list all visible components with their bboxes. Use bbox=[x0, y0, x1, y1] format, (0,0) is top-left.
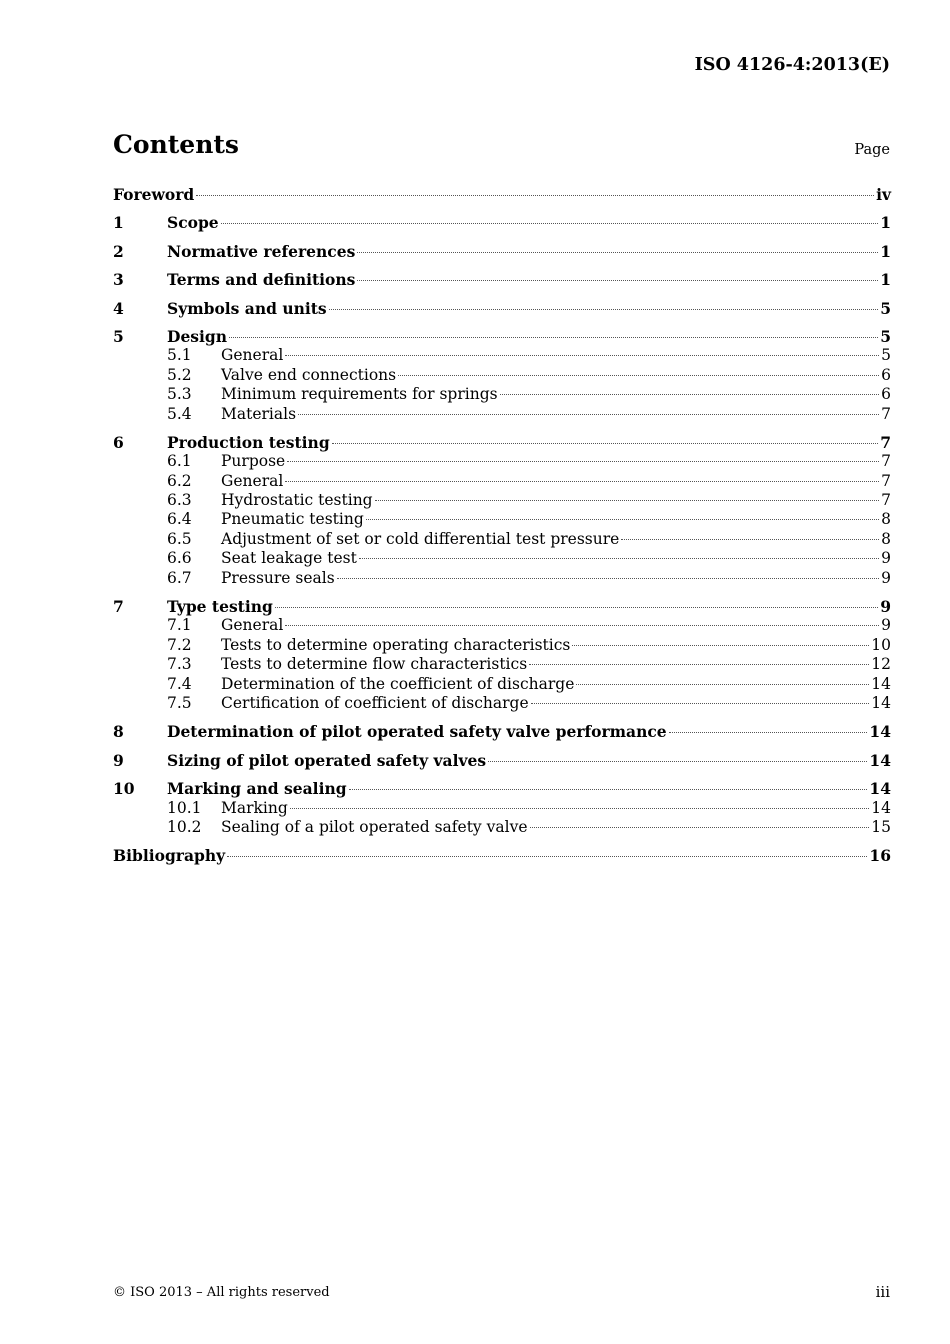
toc-entry[interactable] bbox=[113, 270, 891, 289]
toc-entry-number: 10.1 bbox=[167, 798, 202, 817]
toc-entry-number: 1 bbox=[113, 213, 124, 233]
toc-entry-page: 1 bbox=[880, 241, 891, 261]
toc-entry-number: 6 bbox=[113, 432, 124, 452]
toc-entry[interactable] bbox=[113, 385, 891, 404]
toc-entry-title: Determination of pilot operated safety valve performance bbox=[167, 722, 667, 742]
dot-leader bbox=[285, 625, 879, 626]
toc-entry-page: 5 bbox=[881, 346, 891, 365]
page-column-label: Page bbox=[854, 142, 890, 158]
toc-entry-page: 10 bbox=[871, 635, 891, 654]
toc-entry-title: Design bbox=[167, 326, 228, 346]
toc-entry-title: General bbox=[221, 471, 284, 490]
toc-entry-number: 6.5 bbox=[167, 529, 192, 548]
toc-entry[interactable] bbox=[113, 405, 891, 424]
toc-entry-page: 5 bbox=[880, 326, 891, 346]
toc-entry-title: Sealing of a pilot operated safety valve bbox=[221, 817, 528, 836]
toc-entry-title: Determination of the coefficient of discharge bbox=[221, 674, 575, 693]
dot-leader bbox=[621, 539, 879, 540]
toc-entry-title: Seat leakage test bbox=[221, 549, 357, 568]
toc-entry-number: 7.3 bbox=[167, 655, 192, 674]
dot-leader bbox=[572, 645, 869, 646]
toc-entry-title: Production testing bbox=[167, 432, 330, 452]
toc-entry-number: 7.5 bbox=[167, 693, 192, 712]
toc-entry-title: Purpose bbox=[221, 452, 286, 471]
dot-leader bbox=[349, 789, 868, 790]
toc-entry-title: Type testing bbox=[167, 597, 273, 617]
toc-entry-page: 14 bbox=[871, 798, 891, 817]
toc-entry-number: 6.4 bbox=[167, 510, 192, 529]
toc-entry-number: 10 bbox=[113, 779, 135, 799]
toc-entry-page: 14 bbox=[869, 722, 891, 742]
dot-leader bbox=[529, 664, 869, 665]
toc-entry-number: 6.6 bbox=[167, 549, 192, 568]
dot-leader bbox=[359, 558, 879, 559]
footer-copyright: © ISO 2013 – All rights reserved bbox=[113, 1285, 330, 1300]
toc-entry-title: Symbols and units bbox=[167, 298, 327, 318]
toc-entry[interactable] bbox=[113, 846, 891, 865]
toc-entry-title: Materials bbox=[221, 404, 297, 423]
dot-leader bbox=[337, 578, 879, 579]
toc-entry-page: 8 bbox=[881, 510, 891, 529]
toc-entry-title: Pneumatic testing bbox=[221, 510, 364, 529]
toc-entry[interactable] bbox=[113, 327, 891, 346]
toc-entry-title: Minimum requirements for springs bbox=[221, 385, 498, 404]
toc-entry[interactable] bbox=[113, 213, 891, 232]
toc-entry[interactable] bbox=[113, 779, 891, 798]
toc-entry-page: 15 bbox=[871, 817, 891, 836]
toc-entry-title: General bbox=[221, 346, 284, 365]
dot-leader bbox=[500, 394, 880, 395]
dot-leader bbox=[357, 280, 878, 281]
toc-entry-page: 14 bbox=[869, 779, 891, 799]
dot-leader bbox=[285, 481, 879, 482]
toc-entry-page: 7 bbox=[881, 491, 891, 510]
toc-entry[interactable] bbox=[113, 530, 891, 549]
toc-entry-number: 7.4 bbox=[167, 674, 192, 693]
toc-entry-title: Terms and definitions bbox=[167, 270, 356, 290]
toc-entry-page: 9 bbox=[881, 616, 891, 635]
toc-entry[interactable] bbox=[113, 346, 891, 365]
toc-entry-title: Pressure seals bbox=[221, 568, 335, 587]
dot-leader bbox=[530, 827, 870, 828]
toc-entry-page: 7 bbox=[881, 404, 891, 423]
dot-leader bbox=[298, 414, 879, 415]
toc-entry[interactable] bbox=[113, 616, 891, 635]
dot-leader bbox=[375, 500, 880, 501]
toc-entry-page: 16 bbox=[869, 846, 891, 866]
toc-entry[interactable] bbox=[113, 433, 891, 452]
toc-entry-number: 5.3 bbox=[167, 385, 192, 404]
toc-entry-title: General bbox=[221, 616, 284, 635]
toc-entry[interactable] bbox=[113, 452, 891, 471]
dot-leader bbox=[531, 703, 870, 704]
toc-entry-page: 6 bbox=[881, 385, 891, 404]
toc-entry-title: Normative references bbox=[167, 241, 356, 261]
toc-entry-page: 9 bbox=[880, 597, 891, 617]
dot-leader bbox=[332, 443, 879, 444]
table-of-contents bbox=[113, 185, 891, 866]
dot-leader bbox=[576, 684, 869, 685]
toc-entry[interactable] bbox=[113, 636, 891, 655]
toc-entry[interactable] bbox=[113, 694, 891, 713]
toc-entry[interactable] bbox=[113, 242, 891, 261]
toc-entry-page: 12 bbox=[871, 655, 891, 674]
toc-entry[interactable] bbox=[113, 799, 891, 818]
dot-leader bbox=[285, 355, 879, 356]
toc-entry-page: 7 bbox=[880, 432, 891, 452]
dot-leader bbox=[366, 519, 879, 520]
toc-entry-number: 7 bbox=[113, 597, 124, 617]
toc-entry-number: 5 bbox=[113, 326, 124, 346]
toc-entry-number: 7.1 bbox=[167, 616, 192, 635]
dot-leader bbox=[357, 252, 878, 253]
dot-leader bbox=[669, 732, 868, 733]
toc-entry-page: 9 bbox=[881, 568, 891, 587]
toc-entry-title: Tests to determine operating characteristics bbox=[221, 635, 571, 654]
toc-entry-page: iv bbox=[876, 185, 891, 204]
toc-entry[interactable] bbox=[113, 675, 891, 694]
toc-entry-number: 3 bbox=[113, 270, 124, 290]
dot-leader bbox=[229, 337, 878, 338]
toc-entry-number: 6.3 bbox=[167, 491, 192, 510]
contents-title: Contents bbox=[113, 130, 240, 159]
toc-entry-number: 6.2 bbox=[167, 471, 192, 490]
dot-leader bbox=[287, 461, 879, 462]
toc-entry-number: 5.1 bbox=[167, 346, 192, 365]
toc-entry[interactable] bbox=[113, 549, 891, 568]
dot-leader bbox=[488, 761, 867, 762]
toc-entry[interactable] bbox=[113, 722, 891, 741]
toc-entry-page: 7 bbox=[881, 452, 891, 471]
toc-entry-title: Marking and sealing bbox=[167, 779, 347, 799]
toc-entry-page: 9 bbox=[881, 549, 891, 568]
document-id: ISO 4126-4:2013(E) bbox=[694, 55, 890, 75]
toc-entry-page: 1 bbox=[880, 270, 891, 290]
toc-entry-page: 14 bbox=[871, 674, 891, 693]
toc-entry-number: 5.4 bbox=[167, 404, 192, 423]
dot-leader bbox=[221, 223, 879, 224]
toc-entry-title: Sizing of pilot operated safety valves bbox=[167, 750, 487, 770]
toc-entry-page: 14 bbox=[869, 750, 891, 770]
toc-entry-number: 9 bbox=[113, 750, 124, 770]
toc-entry-number: 10.2 bbox=[167, 817, 202, 836]
toc-entry-number: 8 bbox=[113, 722, 124, 742]
toc-entry-title: Foreword bbox=[113, 185, 195, 204]
toc-entry-title: Scope bbox=[167, 213, 219, 233]
toc-entry-page: 7 bbox=[881, 471, 891, 490]
dot-leader bbox=[290, 808, 869, 809]
dot-leader bbox=[329, 309, 879, 310]
toc-entry[interactable] bbox=[113, 491, 891, 510]
toc-entry-title: Certification of coefficient of discharge bbox=[221, 693, 529, 712]
dot-leader bbox=[275, 607, 878, 608]
toc-entry-number: 6.1 bbox=[167, 452, 192, 471]
toc-entry-number: 7.2 bbox=[167, 635, 192, 654]
toc-entry-page: 1 bbox=[880, 213, 891, 233]
toc-entry[interactable] bbox=[113, 299, 891, 318]
toc-entry-number: 5.2 bbox=[167, 365, 192, 384]
dot-leader bbox=[227, 856, 867, 857]
toc-entry-title: Tests to determine flow characteristics bbox=[221, 655, 528, 674]
toc-entry[interactable] bbox=[113, 569, 891, 588]
footer-page-number: iii bbox=[875, 1283, 890, 1301]
dot-leader bbox=[398, 375, 879, 376]
toc-entry[interactable] bbox=[113, 751, 891, 770]
toc-entry-page: 8 bbox=[881, 529, 891, 548]
toc-entry-title: Valve end connections bbox=[221, 365, 397, 384]
toc-entry[interactable] bbox=[113, 510, 891, 529]
toc-entry-page: 6 bbox=[881, 365, 891, 384]
toc-entry-page: 14 bbox=[871, 693, 891, 712]
toc-entry-number: 4 bbox=[113, 298, 124, 318]
toc-entry-title: Marking bbox=[221, 798, 288, 817]
toc-entry-title: Hydrostatic testing bbox=[221, 491, 373, 510]
toc-entry[interactable] bbox=[113, 597, 891, 616]
toc-entry[interactable] bbox=[113, 472, 891, 491]
toc-entry-page: 5 bbox=[880, 298, 891, 318]
dot-leader bbox=[196, 195, 874, 196]
toc-entry-title: Bibliography bbox=[113, 846, 226, 866]
toc-entry-number: 2 bbox=[113, 241, 124, 261]
toc-entry[interactable] bbox=[113, 185, 891, 204]
toc-entry[interactable] bbox=[113, 655, 891, 674]
toc-entry-number: 6.7 bbox=[167, 568, 192, 587]
toc-entry[interactable] bbox=[113, 366, 891, 385]
toc-entry-title: Adjustment of set or cold differential test pressure bbox=[221, 529, 620, 548]
toc-entry[interactable] bbox=[113, 818, 891, 837]
